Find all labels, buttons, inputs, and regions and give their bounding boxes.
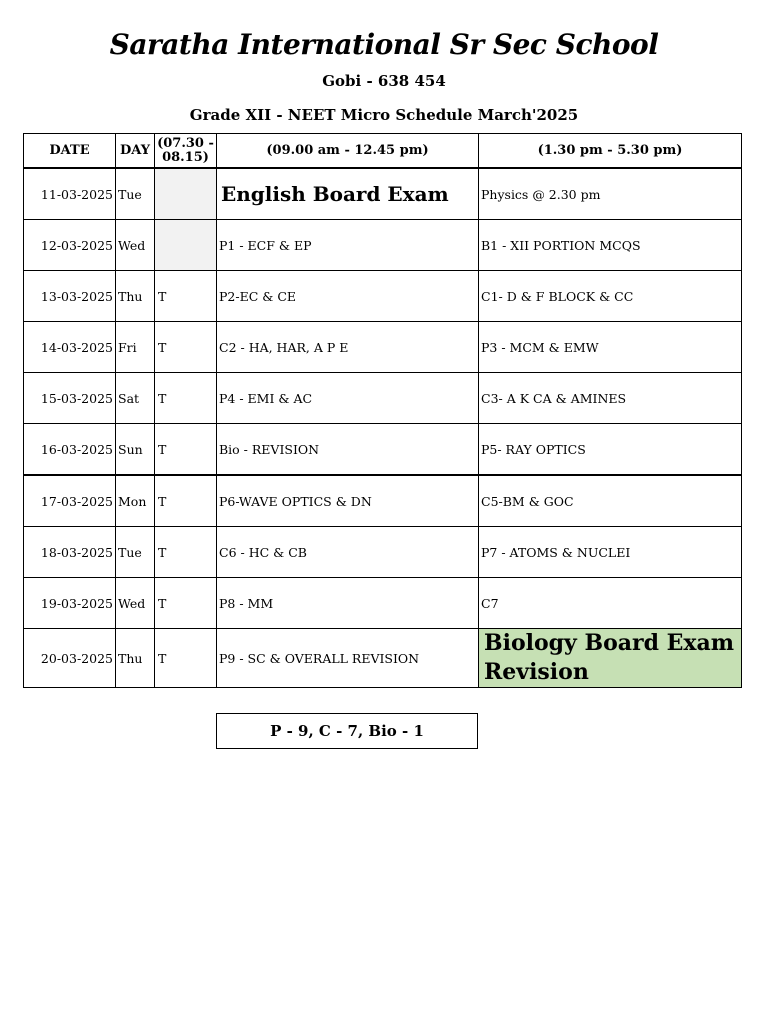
table-header-row [24, 134, 742, 169]
column-header-afternoon-slot: (1.30 pm - 5.30 pm) [479, 134, 742, 169]
table-row [24, 220, 742, 271]
column-header-day: DAY [116, 134, 155, 169]
day-cell: Wed [116, 220, 155, 271]
day-cell: Fri [116, 322, 155, 373]
table-row [24, 475, 742, 527]
day-cell: Wed [116, 578, 155, 629]
morning-slot-cell: P9 - SC & OVERALL REVISION [217, 629, 479, 688]
afternoon-slot-cell: P5- RAY OPTICS [479, 424, 742, 476]
date-cell: 19-03-2025 [24, 578, 116, 629]
afternoon-slot-cell: C5-BM & GOC [479, 475, 742, 527]
subject-summary-box: P - 9, C - 7, Bio - 1 [216, 713, 478, 749]
day-cell: Mon [116, 475, 155, 527]
morning-slot-cell: P8 - MM [217, 578, 479, 629]
afternoon-slot-cell: C3- A K CA & AMINES [479, 373, 742, 424]
date-cell: 17-03-2025 [24, 475, 116, 527]
date-cell: 11-03-2025 [24, 168, 116, 220]
morning-slot-cell: Bio - REVISION [217, 424, 479, 476]
early-slot-cell: T [155, 271, 217, 322]
column-header-early-slot: (07.30 - 08.15) [155, 134, 217, 169]
morning-slot-cell: P4 - EMI & AC [217, 373, 479, 424]
day-cell: Tue [116, 168, 155, 220]
table-row [24, 424, 742, 476]
early-slot-cell [155, 220, 217, 271]
date-cell: 18-03-2025 [24, 527, 116, 578]
morning-slot-cell: P1 - ECF & EP [217, 220, 479, 271]
early-slot-cell: T [155, 629, 217, 688]
schedule-title: Grade XII - NEET Micro Schedule March'2025 [189, 106, 579, 124]
day-cell: Sat [116, 373, 155, 424]
table-row [24, 168, 742, 220]
table-row [24, 373, 742, 424]
morning-slot-cell: English Board Exam [217, 168, 479, 220]
school-name: Saratha International Sr Sec School [109, 28, 659, 61]
afternoon-slot-cell-highlighted: Biology Board Exam Revision [479, 629, 742, 688]
afternoon-slot-cell: C1- D & F BLOCK & CC [479, 271, 742, 322]
schedule-table [23, 133, 742, 688]
day-cell: Thu [116, 629, 155, 688]
early-slot-cell: T [155, 424, 217, 476]
table-row [24, 578, 742, 629]
table-row [24, 629, 742, 688]
date-cell: 12-03-2025 [24, 220, 116, 271]
column-header-morning-slot: (09.00 am - 12.45 pm) [217, 134, 479, 169]
date-cell: 15-03-2025 [24, 373, 116, 424]
afternoon-slot-cell: Physics @ 2.30 pm [479, 168, 742, 220]
early-slot-cell: T [155, 475, 217, 527]
day-cell: Sun [116, 424, 155, 476]
early-slot-cell [155, 168, 217, 220]
afternoon-slot-cell: P3 - MCM & EMW [479, 322, 742, 373]
column-header-date: DATE [24, 134, 116, 169]
morning-slot-cell: P2-EC & CE [217, 271, 479, 322]
afternoon-slot-cell: P7 - ATOMS & NUCLEI [479, 527, 742, 578]
school-location: Gobi - 638 454 [322, 72, 446, 90]
afternoon-slot-cell: B1 - XII PORTION MCQS [479, 220, 742, 271]
day-cell: Thu [116, 271, 155, 322]
table-row [24, 322, 742, 373]
early-slot-cell: T [155, 322, 217, 373]
early-slot-cell: T [155, 373, 217, 424]
morning-slot-cell: C2 - HA, HAR, A P E [217, 322, 479, 373]
day-cell: Tue [116, 527, 155, 578]
table-row [24, 271, 742, 322]
afternoon-slot-cell: C7 [479, 578, 742, 629]
morning-slot-cell: P6-WAVE OPTICS & DN [217, 475, 479, 527]
early-slot-cell: T [155, 578, 217, 629]
date-cell: 14-03-2025 [24, 322, 116, 373]
early-slot-cell: T [155, 527, 217, 578]
morning-slot-cell: C6 - HC & CB [217, 527, 479, 578]
date-cell: 13-03-2025 [24, 271, 116, 322]
date-cell: 16-03-2025 [24, 424, 116, 476]
date-cell: 20-03-2025 [24, 629, 116, 688]
table-row [24, 527, 742, 578]
